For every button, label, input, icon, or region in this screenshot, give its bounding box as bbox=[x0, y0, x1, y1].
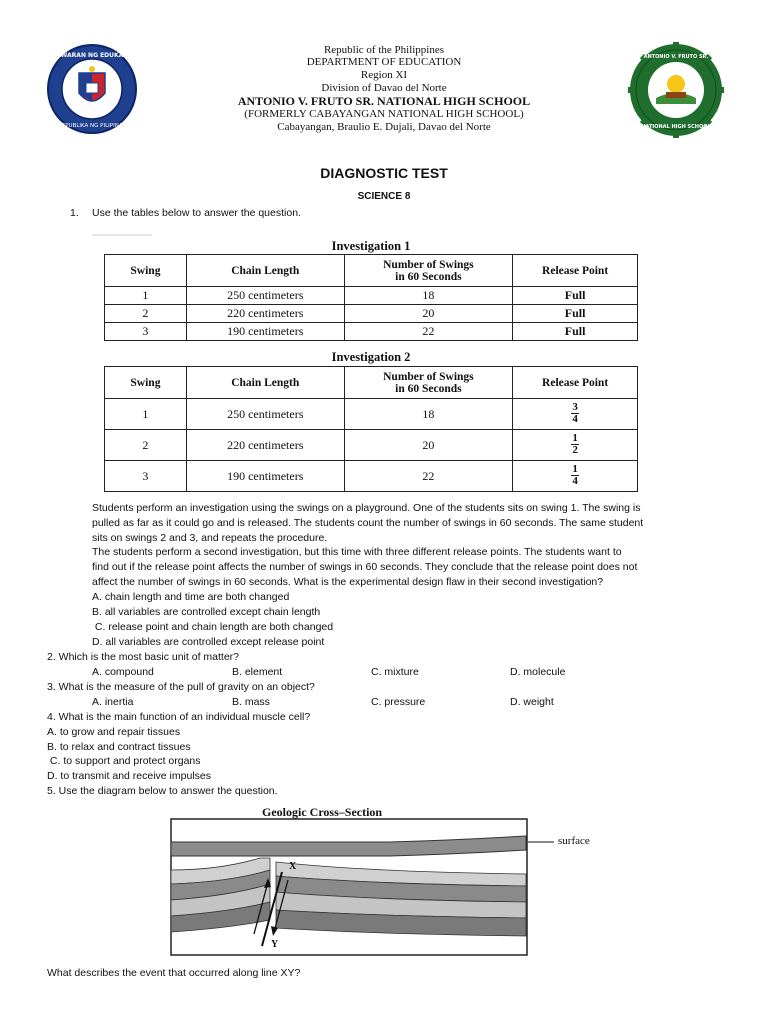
header-former-name: (FORMERLY CABAYANGAN NATIONAL HIGH SCHOOL) bbox=[244, 108, 524, 120]
cell-swing-count: 20 bbox=[344, 430, 513, 461]
cell-swing: 1 bbox=[105, 399, 187, 430]
q3-question: 3. What is the measure of the pull of gravity on an object? bbox=[47, 681, 315, 693]
header-republic: Republic of the Philippines bbox=[323, 44, 445, 56]
q1-paragraph-line: Students perform an investigation using the swings on a playground. One of the students sits on swing 1. The swing is bbox=[92, 502, 641, 514]
q1-paragraph-line: find out if the release point affects the number of swings in 60 seconds. They conclude that the release point does not bbox=[92, 561, 638, 573]
label-y: Y bbox=[271, 939, 279, 950]
geologic-cross-section-diagram bbox=[170, 818, 620, 958]
table-row bbox=[105, 461, 638, 492]
cell-chain-length: 220 centimeters bbox=[186, 305, 344, 323]
cell-swing: 2 bbox=[105, 430, 187, 461]
header-swing: Swing bbox=[105, 255, 187, 287]
q2-choice-a: A. compound bbox=[92, 666, 154, 678]
header-number-of-swings: Number of Swings in 60 Seconds bbox=[344, 255, 513, 287]
fraction: $\frac{1}{4}$ bbox=[572, 463, 578, 487]
q5-question: 5. Use the diagram below to answer the question. bbox=[47, 785, 278, 797]
cell-swing: 2 bbox=[105, 305, 187, 323]
cell-chain-length: 190 centimeters bbox=[186, 323, 344, 341]
cell-chain-length: 250 centimeters bbox=[186, 399, 344, 430]
q4-choice-b: B. to relax and contract tissues bbox=[47, 741, 191, 753]
cell-chain-length: 190 centimeters bbox=[186, 461, 344, 492]
header-swing: Swing bbox=[105, 367, 187, 399]
q2-choice-b: B. element bbox=[232, 666, 283, 678]
cell-swing: 1 bbox=[105, 287, 187, 305]
table-header-row bbox=[105, 255, 638, 287]
q1-paragraph-line: The students perform a second investigation, but this time with three different release points. The students want to bbox=[92, 546, 622, 558]
table-header-row bbox=[105, 367, 638, 399]
q5-followup: What describes the event that occurred along line XY? bbox=[47, 967, 301, 979]
svg-text:NATIONAL HIGH SCHOOL: NATIONAL HIGH SCHOOL bbox=[641, 124, 711, 130]
cell-swing: 3 bbox=[105, 461, 187, 492]
svg-text:KAGAWARAN NG EDUKASYON: KAGAWARAN NG EDUKASYON bbox=[46, 52, 138, 59]
q1-choice-a: A. chain length and time are both changed bbox=[92, 591, 290, 603]
cell-release-point: Full bbox=[513, 323, 638, 341]
cell-swing-count: 18 bbox=[344, 399, 513, 430]
table-row bbox=[105, 430, 638, 461]
investigation-2-table bbox=[104, 366, 638, 492]
q1-prompt: Use the tables below to answer the question. bbox=[92, 207, 301, 219]
header-number-of-swings: Number of Swings in 60 Seconds bbox=[344, 367, 513, 399]
cell-release-point bbox=[513, 399, 638, 430]
investigation-1-table bbox=[104, 254, 638, 341]
label-x: X bbox=[289, 861, 297, 872]
table-row bbox=[105, 399, 638, 430]
cell-release-point: Full bbox=[513, 305, 638, 323]
q1-choice-d: D. all variables are controlled except release point bbox=[92, 636, 325, 648]
table-row bbox=[105, 287, 638, 305]
q1-paragraph-line: affect the number of swings in 60 seconds. What is the experimental design flaw in their second investigation? bbox=[92, 576, 604, 588]
q1-paragraph-line: sits on swings 2 and 3, and repeats the procedure. bbox=[92, 532, 328, 544]
header-release-point: Release Point bbox=[513, 255, 638, 287]
q3-choice-a: A. inertia bbox=[92, 696, 134, 708]
q4-choice-c: C. to support and protect organs bbox=[47, 755, 201, 767]
q1-choice-b: B. all variables are controlled except chain length bbox=[92, 606, 321, 618]
svg-text:ANTONIO V. FRUTO SR.: ANTONIO V. FRUTO SR. bbox=[643, 54, 709, 60]
q2-question: 2. Which is the most basic unit of matter? bbox=[47, 651, 239, 663]
diagram-title: Geologic Cross–Section bbox=[262, 805, 383, 819]
header-department: DEPARTMENT OF EDUCATION bbox=[306, 56, 462, 68]
header-address: Cabayangan, Braulio E. Dujali, Davao del Norte bbox=[277, 121, 491, 133]
q2-choice-d: D. molecule bbox=[510, 666, 566, 678]
label-surface: surface bbox=[558, 835, 590, 847]
q4-choice-d: D. to transmit and receive impulses bbox=[47, 770, 211, 782]
cell-swing-count: 22 bbox=[344, 323, 513, 341]
q1-number: 1. bbox=[70, 207, 79, 219]
cell-swing-count: 20 bbox=[344, 305, 513, 323]
q4-question: 4. What is the main function of an individual muscle cell? bbox=[47, 711, 311, 723]
cell-swing-count: 18 bbox=[344, 287, 513, 305]
cell-chain-length: 220 centimeters bbox=[186, 430, 344, 461]
fraction: $\frac{3}{4}$ bbox=[572, 401, 578, 425]
q4-choice-a: A. to grow and repair tissues bbox=[47, 726, 181, 738]
cell-chain-length: 250 centimeters bbox=[186, 287, 344, 305]
cell-release-point bbox=[513, 461, 638, 492]
q2-choice-c: C. mixture bbox=[371, 666, 419, 678]
table-row bbox=[105, 305, 638, 323]
q3-choice-d: D. weight bbox=[510, 696, 554, 708]
investigation-1-title: Investigation 1 bbox=[331, 239, 411, 253]
q1-choice-c: C. release point and chain length are both changed bbox=[92, 621, 334, 633]
fraction: $\frac{1}{2}$ bbox=[572, 432, 578, 456]
header-chain-length: Chain Length bbox=[186, 367, 344, 399]
header-division: Division of Davao del Norte bbox=[321, 82, 447, 94]
scan-smudge bbox=[92, 234, 152, 236]
header-school-name: ANTONIO V. FRUTO SR. NATIONAL HIGH SCHOOL bbox=[237, 94, 531, 108]
header-region: Region XI bbox=[360, 69, 408, 81]
svg-text:REPUBLIKA NG PILIPINAS: REPUBLIKA NG PILIPINAS bbox=[57, 123, 127, 129]
header-chain-length: Chain Length bbox=[186, 255, 344, 287]
q3-choice-b: B. mass bbox=[232, 696, 270, 708]
page-title: DIAGNOSTIC TEST bbox=[320, 165, 448, 181]
cell-swing: 3 bbox=[105, 323, 187, 341]
q3-choice-c: C. pressure bbox=[371, 696, 426, 708]
cell-release-point: Full bbox=[513, 287, 638, 305]
investigation-2-title: Investigation 2 bbox=[331, 350, 411, 364]
q1-paragraph-line: pulled as far as it could go and is released. The students count the number of swings in 60 seconds. The same student bbox=[92, 517, 644, 529]
table-row bbox=[105, 323, 638, 341]
cell-swing-count: 22 bbox=[344, 461, 513, 492]
page-subtitle: SCIENCE 8 bbox=[357, 191, 411, 202]
header-release-point: Release Point bbox=[513, 367, 638, 399]
cell-release-point bbox=[513, 430, 638, 461]
